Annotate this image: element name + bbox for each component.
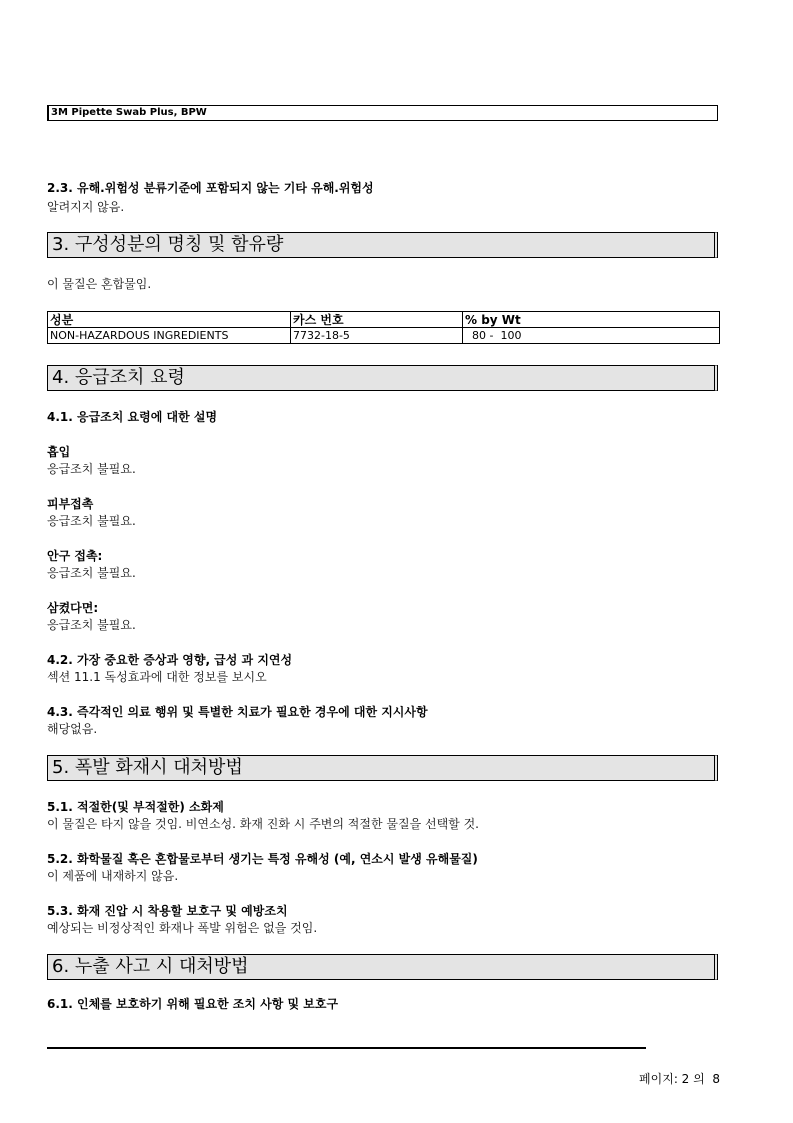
section-5-1-heading: 5.1. 적절한(및 부적절한) 소화제 (47, 800, 224, 814)
inhalation-text: 응급조치 불필요. (47, 462, 136, 476)
ingestion-heading: 삼켰다면: (47, 601, 99, 615)
column-header-cas: 카스 번호 (291, 312, 463, 328)
inhalation-heading: 흡입 (47, 445, 71, 459)
section-4-2-heading: 4.2. 가장 중요한 증상과 영향, 급성 과 지연성 (47, 653, 293, 667)
skin-contact-heading: 피부접촉 (47, 497, 94, 511)
section-2-3-heading: 2.3. 유해.위험성 분류기준에 포함되지 않는 기타 유해.위험성 (47, 181, 374, 195)
section-4-3-text: 해당없음. (47, 722, 98, 736)
column-header-ingredient: 성분 (48, 312, 291, 328)
section-3-heading: 3. 구성성분의 명칭 및 함유량 (47, 232, 718, 258)
page-number: 페이지: 2 의 8 (639, 1072, 720, 1086)
section-5-3-heading: 5.3. 화재 진압 시 착용할 보호구 및 예방조치 (47, 904, 288, 918)
cell-ingredient: NON-HAZARDOUS INGREDIENTS (48, 328, 291, 344)
section-6-heading: 6. 누출 사고 시 대처방법 (47, 954, 718, 980)
footer-divider (47, 1047, 646, 1049)
section-4-3-heading: 4.3. 즉각적인 의료 행위 및 특별한 치료가 필요한 경우에 대한 지시사항 (47, 705, 428, 719)
skin-contact-text: 응급조치 불필요. (47, 514, 136, 528)
section-4-2-text: 섹션 11.1 독성효과에 대한 정보를 보시오 (47, 670, 267, 684)
table-header-row (48, 312, 720, 328)
section-5-heading: 5. 폭발 화재시 대처방법 (47, 755, 718, 781)
eye-contact-text: 응급조치 불필요. (47, 566, 136, 580)
section-4-1-heading: 4.1. 응급조치 요령에 대한 설명 (47, 410, 218, 424)
section-5-2-text: 이 제품에 내재하지 않음. (47, 869, 179, 883)
cell-weight: 80 - 100 (463, 328, 720, 344)
section-2-3-text: 알려지지 않음. (47, 200, 125, 214)
ingestion-text: 응급조치 불필요. (47, 618, 136, 632)
eye-contact-heading: 안구 접촉: (47, 549, 103, 563)
product-name-box: 3M Pipette Swab Plus, BPW (47, 105, 718, 121)
section-3-intro: 이 물질은 혼합물임. (47, 277, 152, 291)
table-row (48, 328, 720, 344)
section-5-3-text: 예상되는 비정상적인 화재나 폭발 위험은 없을 것임. (47, 921, 318, 935)
section-5-1-text: 이 물질은 타지 않을 것임. 비연소성. 화재 진화 시 주변의 적절한 물질을 선택할 것. (47, 817, 479, 831)
column-header-weight: % by Wt (463, 312, 720, 328)
composition-table (47, 311, 720, 344)
section-4-heading: 4. 응급조치 요령 (47, 365, 718, 391)
section-6-1-heading: 6.1. 인체를 보호하기 위해 필요한 조치 사항 및 보호구 (47, 997, 339, 1011)
section-5-2-heading: 5.2. 화학물질 혹은 혼합물로부터 생기는 특정 유해성 (예, 연소시 발생 유해물질) (47, 852, 478, 866)
cell-cas: 7732-18-5 (291, 328, 463, 344)
